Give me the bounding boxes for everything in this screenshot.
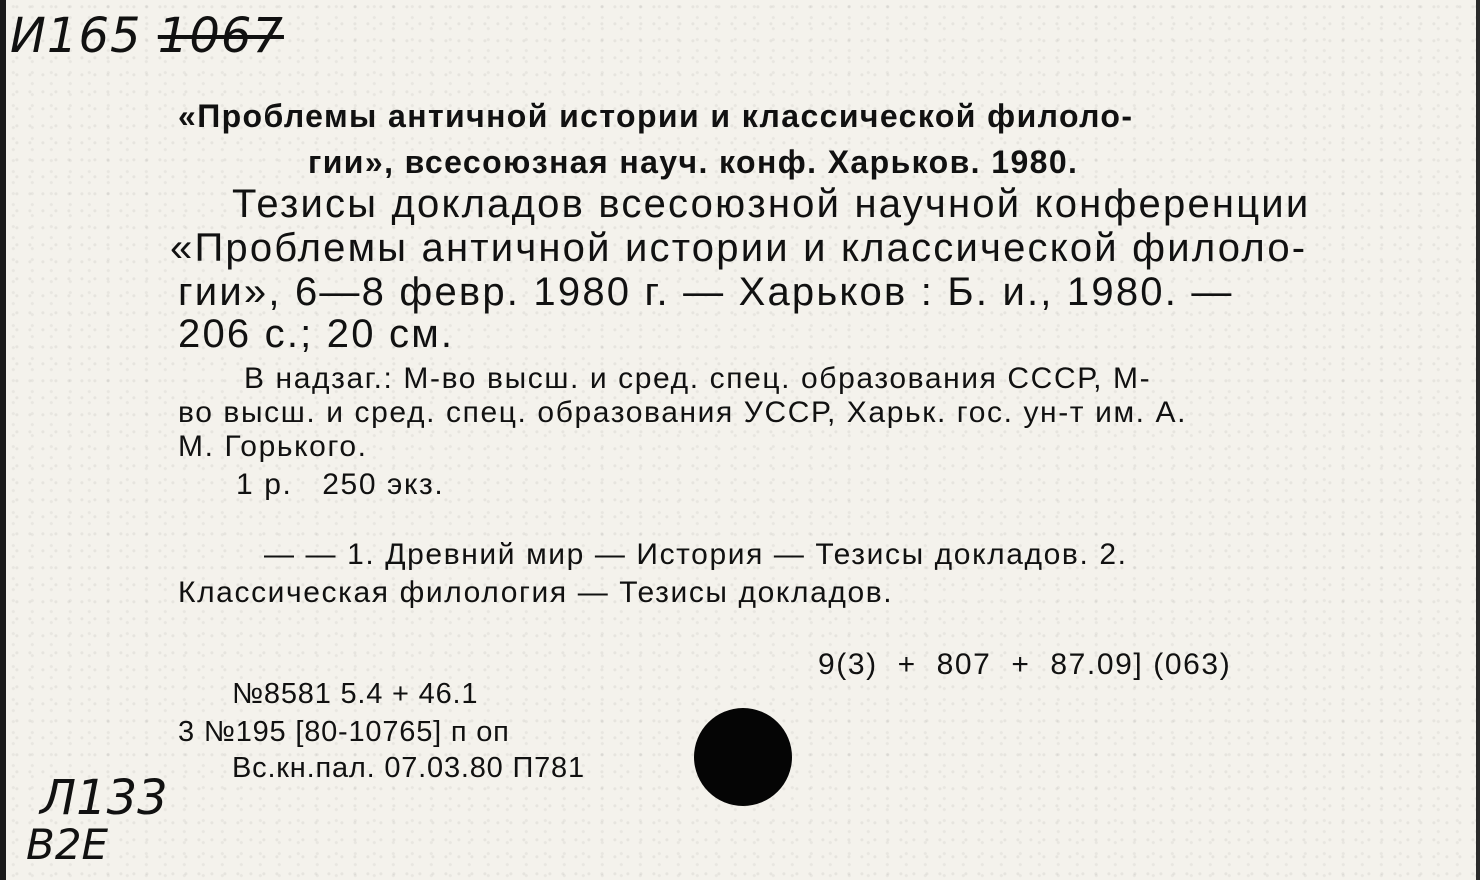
- notes-line-3: М. Горького.: [178, 430, 368, 463]
- notes-line-2: во высш. и сред. спец. образования УССР, Харьк. гос. ун-т им. А.: [178, 396, 1188, 429]
- body-line-4: 206 с.; 20 см.: [178, 312, 455, 356]
- price-line: 1 р. 250 экз.: [236, 468, 445, 501]
- body-line-1: Тезисы докладов всесоюзной научной конференции: [232, 182, 1311, 226]
- subjects-line-1: — — 1. Древний мир — История — Тезисы докладов. 2.: [264, 538, 1128, 571]
- call-number: И165: [10, 8, 142, 64]
- handwritten-shelf-mark: Л133: [40, 770, 168, 826]
- handwritten-shelf-code: В2Е: [26, 820, 109, 869]
- heading-line-2: гии», всесоюзная науч. конф. Харьков. 1980.: [308, 144, 1079, 180]
- punch-hole: [694, 708, 792, 806]
- struck-number: 1067: [157, 8, 284, 64]
- subjects-line-2: Классическая филология — Тезисы докладов.: [178, 576, 894, 609]
- heading-line-1: «Проблемы античной истории и классической филоло-: [178, 98, 1134, 134]
- footer-line-1: №8581 5.4 + 46.1: [232, 678, 479, 710]
- body-line-2: «Проблемы античной истории и классической филоло-: [170, 226, 1308, 270]
- notes-line-1: В надзаг.: М-во высш. и сред. спец. образования СССР, М-: [244, 362, 1152, 395]
- card-right-edge: [1476, 0, 1480, 880]
- card-left-edge: [0, 0, 6, 880]
- classification-index: 9(3) + 807 + 87.09] (063): [818, 648, 1232, 681]
- footer-line-3: Вс.кн.пал. 07.03.80 П781: [232, 752, 585, 784]
- footer-line-2: 3 №195 [80-10765] п оп: [178, 716, 510, 748]
- body-line-3: гии», 6—8 февр. 1980 г. — Харьков : Б. и., 1980. —: [178, 270, 1234, 314]
- handwritten-call-number: [10, 8, 284, 64]
